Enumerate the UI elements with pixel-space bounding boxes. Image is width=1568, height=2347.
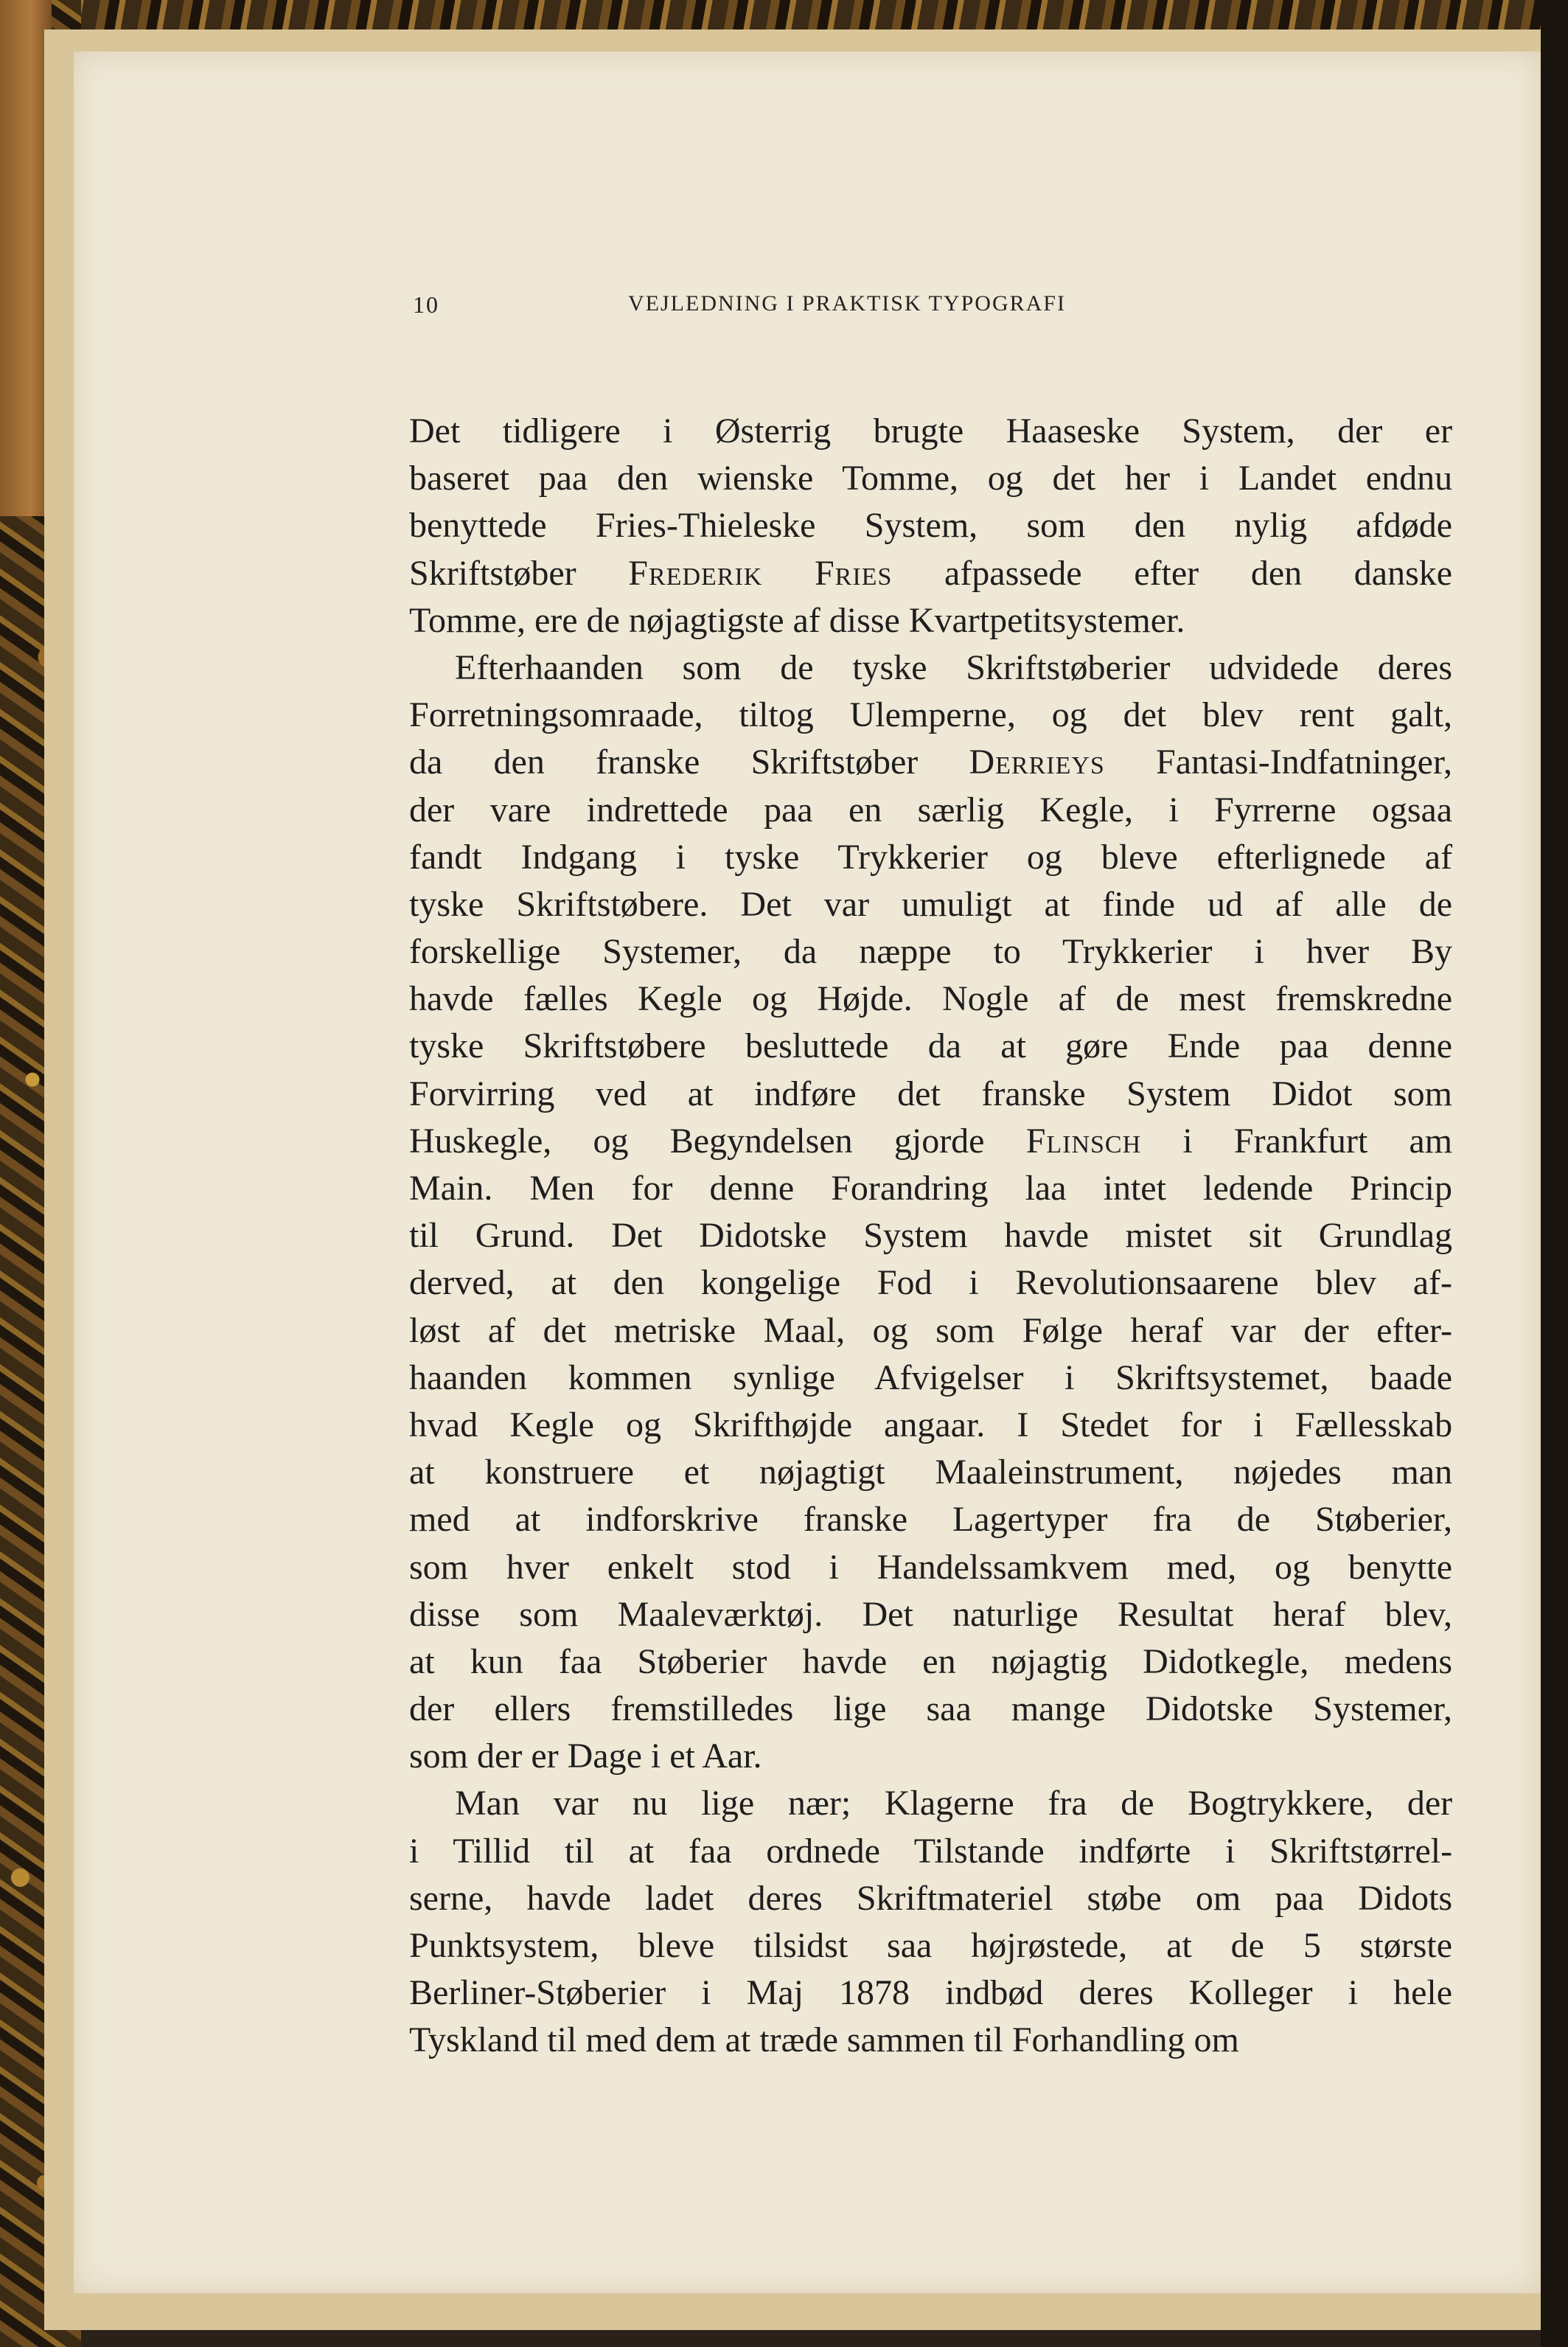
text-line: der vare indrettede paa en særlig Kegle, i Fyrrerne ogsaa	[409, 790, 1453, 830]
paragraph	[409, 408, 1452, 644]
text-line: at konstruere et nøjagtigt Maaleinstrument, nøjedes man	[409, 1453, 1453, 1492]
text-line: løst af det metriske Maal, og som Følge heraf var der efter-	[409, 1310, 1452, 1350]
text-line: Main. Men for denne Forandring laa intet ledende Princip	[409, 1169, 1452, 1208]
text-line: at kun faa Støberier havde en nøjagtig Didotkegle, medens	[409, 1641, 1453, 1681]
text-line: Forvirring ved at indføre det franske System Didot som	[409, 1074, 1453, 1113]
book-page	[74, 52, 1541, 2293]
text-line: forskellige Systemer, da næppe to Trykkerier i hver By	[409, 932, 1453, 972]
text-line: i Tillid til at faa ordnede Tilstande indførte i Skriftstørrel-	[409, 1831, 1453, 1871]
text-line: Efterhaanden som de tyske Skriftstøberier udvidede deres	[455, 647, 1453, 687]
text-line: Punktsystem, bleve tilsidst saa højrøstede, at de 5 største	[409, 1926, 1453, 1965]
text-line: der ellers fremstilledes lige saa mange Didotske Systemer,	[409, 1689, 1452, 1729]
text-line: hvad Kegle og Skrifthøjde angaar. I Stedet for i Fællesskab	[409, 1405, 1453, 1444]
text-line: Man var nu lige nær; Klagerne fra de Bogtrykkere, der	[455, 1784, 1453, 1823]
text-line: baseret paa den wienske Tomme, og det her i Landet endnu	[409, 459, 1453, 498]
text-line: som hver enkelt stod i Handelssamkvem med, og benytte	[409, 1547, 1452, 1587]
body-text	[409, 408, 1452, 2065]
text-line: Forretningsomraade, tiltog Ulemperne, og det blev rent galt,	[409, 695, 1453, 735]
text-line: haanden kommen synlige Afvigelser i Skriftsystemet, baade	[409, 1357, 1453, 1397]
text-line: serne, havde ladet deres Skriftmateriel støbe om paa Didots	[409, 1878, 1453, 1918]
text-line: Skriftstøber Frederik Fries afpassede efter den danske	[409, 553, 1453, 593]
text-line: Tomme, ere de nøjagtigste af disse Kvartpetitsystemer.	[409, 600, 1185, 640]
text-line: tyske Skriftstøbere besluttede da at gøre Ende paa denne	[409, 1026, 1453, 1066]
text-line: Huskegle, og Begyndelsen gjorde Flinsch i Frankfurt am	[409, 1121, 1453, 1161]
text-line: havde fælles Kegle og Højde. Nogle af de mest fremskredne	[409, 979, 1453, 1019]
paragraph	[409, 644, 1452, 1781]
paragraph	[409, 1780, 1452, 2064]
text-line: tyske Skriftstøbere. Det var umuligt at finde ud af alle de	[409, 884, 1453, 924]
text-line: derved, at den kongelige Fod i Revolutionsaarene blev af-	[409, 1263, 1453, 1303]
text-line: da den franske Skriftstøber Derrieys Fantasi-Indfatninger,	[409, 743, 1452, 782]
text-line: Tyskland til med dem at træde sammen til Forhandling om	[409, 2020, 1239, 2060]
text-line: Berliner-Støberier i Maj 1878 indbød deres Kolleger i hele	[409, 1973, 1453, 2013]
text-line: benyttede Fries-Thieleske System, som den nylig afdøde	[409, 506, 1452, 546]
text-line: fandt Indgang i tyske Trykkerier og bleve efterlignede af	[409, 837, 1453, 877]
text-line: disse som Maaleværktøj. Det naturlige Resultat heraf blev,	[409, 1594, 1453, 1634]
text-line: med at indforskrive franske Lagertyper fra de Støberier,	[409, 1500, 1452, 1540]
page-number: 10	[413, 291, 439, 318]
background-edge	[1541, 0, 1568, 2347]
text-line: som der er Dage i et Aar.	[409, 1736, 762, 1776]
text-line: Det tidligere i Østerrig brugte Haaseske System, der er	[409, 411, 1453, 451]
text-line: til Grund. Det Didotske System havde mistet sit Grundlag	[409, 1216, 1453, 1256]
running-title: VEJLEDNING I PRAKTISK TYPOGRAFI	[628, 291, 1066, 316]
